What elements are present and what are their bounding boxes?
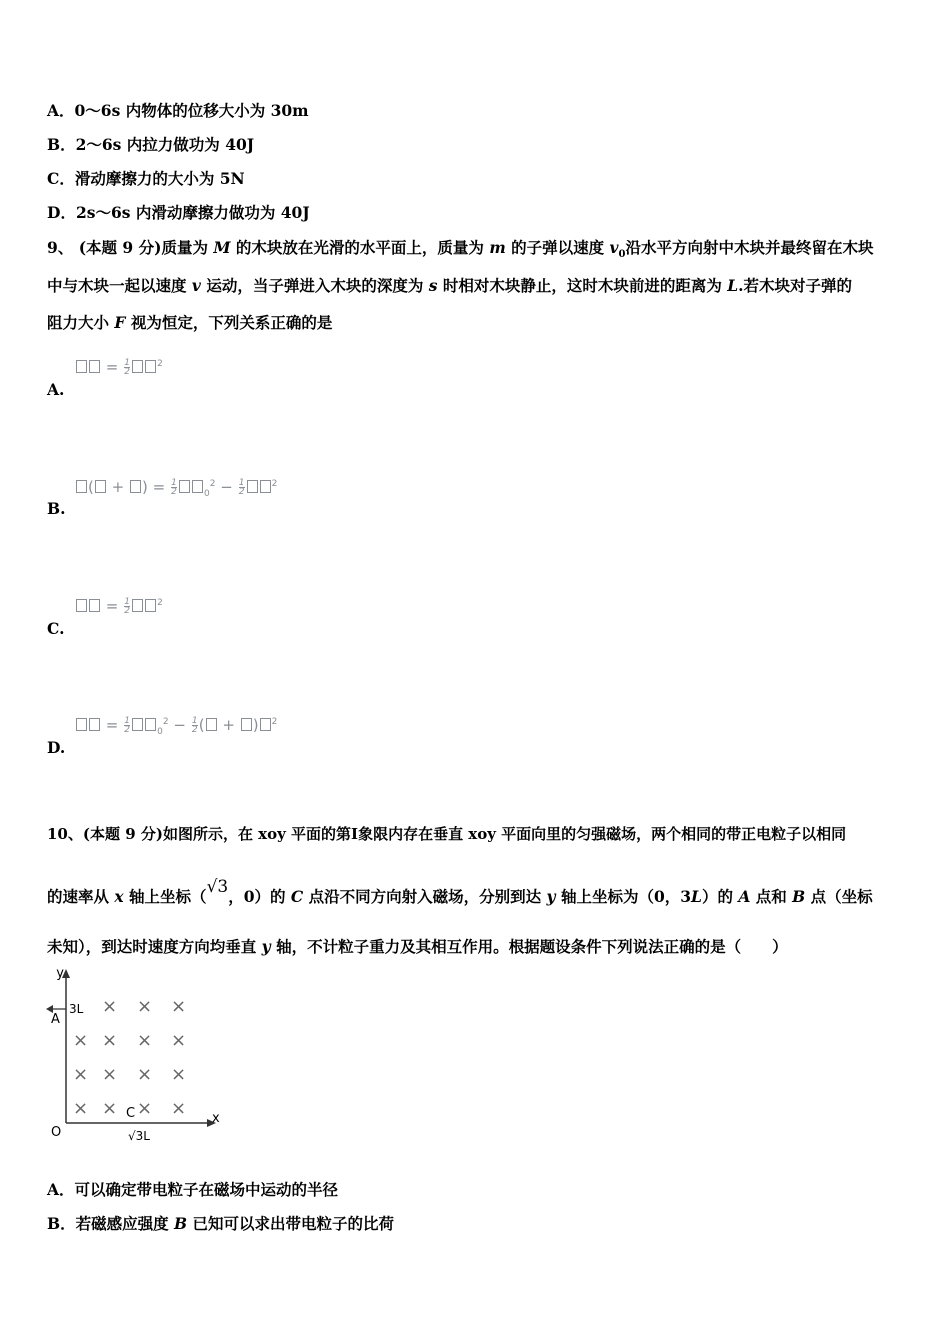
cross-icon: × [171, 1064, 187, 1085]
q9-stem-line1: 9、 (本题 9 分)质量为 M 的木块放在光滑的水平面上，质量为 m 的子弹以速度 $v_0$沿水平方向射中木块并最终留在木块 [47, 238, 874, 261]
q10-option-a: A．可以确定带电粒子在磁场中运动的半径 [47, 1180, 339, 1199]
magnetic-field-figure [40, 965, 230, 1150]
cross-icon: × [73, 1030, 89, 1051]
cross-icon: × [171, 1030, 187, 1051]
cross-icon: × [171, 996, 187, 1017]
q10-stem-line2: 的速率从 x 轴上坐标（√3，0）的 C 点沿不同方向射入磁场，分别到达 y 轴上坐标为（0，3L）的 A 点和 B 点（坐标 [47, 877, 873, 906]
cross-icon: × [171, 1098, 187, 1119]
cross-icon: × [137, 1064, 153, 1085]
q9-label-c: C. [47, 619, 65, 638]
cross-icon: × [73, 1064, 89, 1085]
label-3l: 3L [69, 1002, 84, 1016]
q9-number: 9、 [47, 238, 74, 257]
q8-option-b: B．2～6s 内拉力做功为 40J [47, 135, 255, 154]
q9-label-b: B. [47, 499, 66, 518]
cross-icon: × [137, 996, 153, 1017]
q9-formula-d: = $\frac{1}{2}$ $_0^2$ − $\frac{1}{2}$ ( + ) $^2$ [75, 716, 277, 737]
cross-icon: × [73, 1098, 89, 1119]
q9-stem-line2: 中与木块一起以速度 v 运动，当子弹进入木块的深度为 s 时相对木块静止，这时木块前进的距离为 L.若木块对子弹的 [47, 276, 853, 295]
cross-icon: × [137, 1098, 153, 1119]
q10-stem-line3: 未知），到达时速度方向均垂直 y 轴，不计粒子重力及其相互作用。根据题设条件下列说法正确的是（ ） [47, 937, 788, 956]
y-axis-label: y [56, 966, 64, 981]
q9-label-d: D. [47, 738, 66, 757]
sqrt3-radical: √3 [206, 877, 229, 897]
q10-stem-line1: 10、(本题 9 分)如图所示，在 xoy 平面的第Ⅰ象限内存在垂直 xoy 平面向里的匀强磁场，两个相同的带正电粒子以相同 [47, 825, 847, 843]
x-axis-label: x [212, 1111, 220, 1126]
q9-formula-a: = $\frac{1}{2}$ $^2$ [75, 358, 163, 376]
q9-formula-b: ( + ) = $\frac{1}{2}$ $_0^2$ − $\frac{1}{2}$ $^2$ [75, 478, 277, 499]
q8-option-c: C．滑动摩擦力的大小为 5N [47, 169, 245, 188]
cross-icon: × [102, 1098, 118, 1119]
q10-option-b: B．若磁感应强度 B 已知可以求出带电粒子的比荷 [47, 1214, 395, 1233]
q8-option-a: A．0～6s 内物体的位移大小为 30m [47, 101, 309, 120]
label-sqrt3l: √3L [128, 1129, 150, 1143]
point-a-label: A [51, 1012, 60, 1027]
cross-icon: × [102, 1064, 118, 1085]
cross-icon: × [102, 996, 118, 1017]
q9-label-a: A. [47, 380, 65, 399]
q8-option-d: D．2s～6s 内滑动摩擦力做功为 40J [47, 203, 310, 222]
cross-icon: × [102, 1030, 118, 1051]
point-c-label: C [126, 1106, 136, 1121]
cross-icon: × [137, 1030, 153, 1051]
q9-formula-c: = $\frac{1}{2}$ $^2$ [75, 597, 163, 615]
field-crosses [73, 996, 186, 1119]
origin-label: O [51, 1125, 62, 1140]
q9-stem-line3: 阻力大小 F 视为恒定，下列关系正确的是 [47, 313, 333, 332]
